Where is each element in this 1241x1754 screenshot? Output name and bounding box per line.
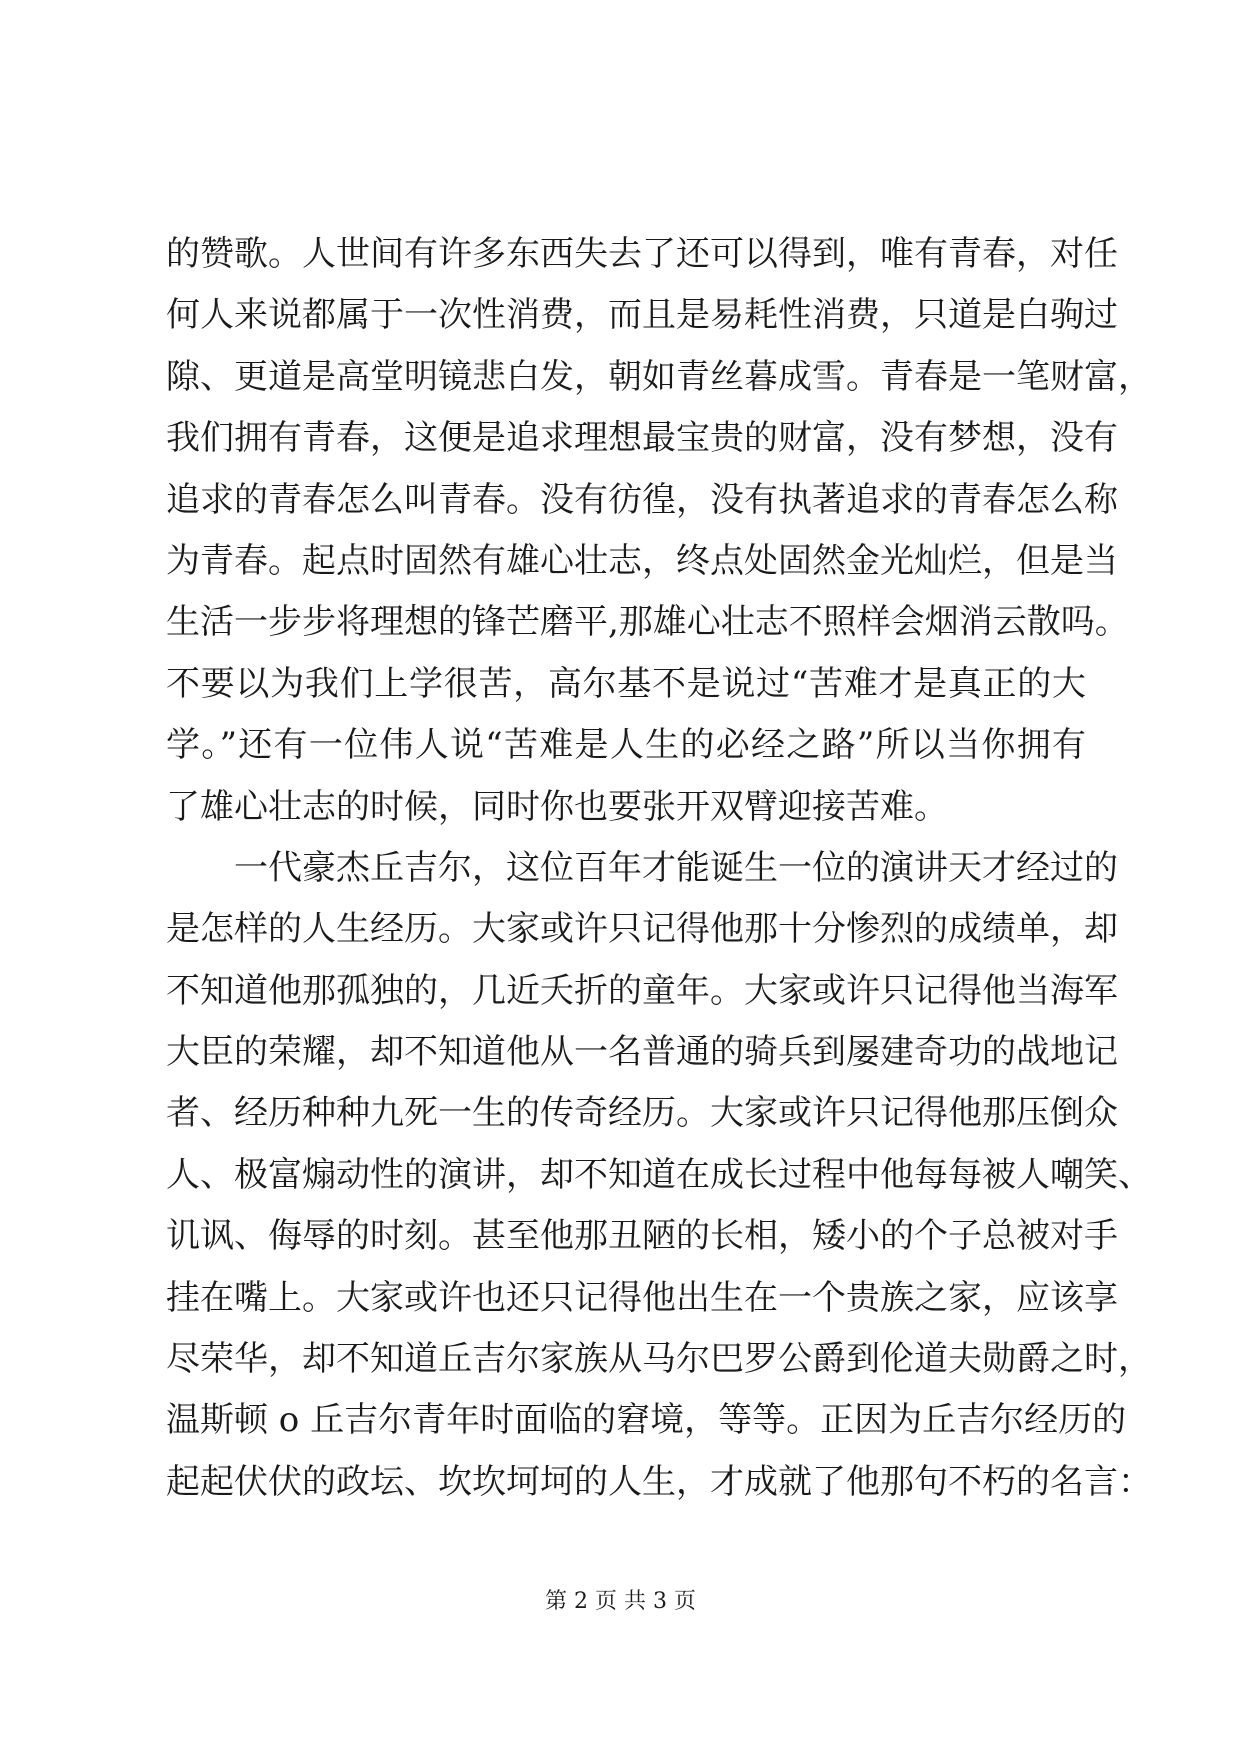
paragraph-start-line: 一代豪杰丘吉尔，这位百年才能诞生一位的演讲天才经过的 (234, 847, 1118, 888)
text-line: 隙、更道是高堂明镜悲白发，朝如青丝暮成雪。青春是一笔财富， (166, 356, 1152, 397)
text-line: 为青春。起点时固然有雄心壮志，终点处固然金光灿烂，但是当 (166, 540, 1118, 581)
text-line: 生活一步步将理想的锋芒磨平,那雄心壮志不照样会烟消云散吗。 (166, 602, 1129, 643)
text-line: 者、经历种种九死一生的传奇经历。大家或许只记得他那压倒众 (166, 1093, 1118, 1134)
text-line: 不知道他那孤独的，几近夭折的童年。大家或许只记得他当海军 (166, 970, 1118, 1011)
text-line: 不要以为我们上学很苦，高尔基不是说过“苦难才是真正的大 (166, 663, 1086, 704)
text-line: 何人来说都属于一次性消费，而且是易耗性消费，只道是白驹过 (166, 295, 1118, 336)
page-number-footer: 第 2 页 共 3 页 (545, 1589, 696, 1614)
text-line: 追求的青春怎么叫青春。没有彷徨，没有执著追求的青春怎么称 (166, 479, 1118, 520)
text-line: 挂在嘴上。大家或许也还只记得他出生在一个贵族之家，应该享 (166, 1277, 1118, 1318)
text-line: 人、极富煽动性的演讲，却不知道在成长过程中他每每被人嘲笑、 (166, 1154, 1152, 1195)
text-line: 尽荣华，却不知道丘吉尔家族从马尔巴罗公爵到伦道夫勋爵之时， (166, 1339, 1152, 1380)
paragraph-end-line: 了雄心壮志的时候，同时你也要张开双臂迎接苦难。 (166, 786, 948, 827)
text-line: 我们拥有青春，这便是追求理想最宝贵的财富，没有梦想，没有 (166, 418, 1118, 459)
text-line: 大臣的荣耀，却不知道他从一名普通的骑兵到屡建奇功的战地记 (166, 1032, 1118, 1073)
text-line: 讥讽、侮辱的时刻。甚至他那丑陋的长相，矮小的个子总被对手 (166, 1216, 1118, 1257)
text-line: 的赞歌。人世间有许多东西失去了还可以得到，唯有青春，对任 (166, 234, 1118, 274)
text-line: 学。”还有一位伟人说“苦难是人生的必经之路”所以当你拥有 (166, 725, 1086, 766)
body-text (166, 224, 1152, 1513)
text-line: 温斯顿 o 丘吉尔青年时面临的窘境，等等。正因为丘吉尔经历的 (166, 1400, 1127, 1441)
text-line: 是怎样的人生经历。大家或许只记得他那十分惨烈的成绩单，却 (166, 909, 1118, 950)
text-line: 起起伏伏的政坛、坎坎坷坷的人生，才成就了他那句不朽的名言： (166, 1461, 1152, 1502)
